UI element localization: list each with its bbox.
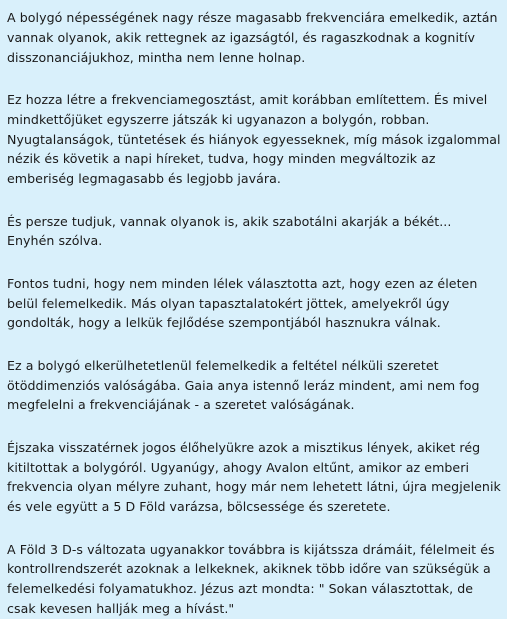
paragraph-3: És persze tudjuk, vannak olyanok is, akik szabotálni akarják a békét... Enyhén szólva. [7, 213, 452, 249]
paragraph-4: Fontos tudni, hogy nem minden lélek választotta azt, hogy ezen az életen belül felemelkedik. Más olyan tapasztalatokért jöttek, amelyekről úgy gondolták, hogy a lelkük fejlődése szempontjából hasznukra válnak. [7, 275, 478, 331]
paragraph-5: Ez a bolygó elkerülhetetlenül felemelkedik a feltétel nélküli szeretet ötöddimenziós valóságába. Gaia anya istennő leráz mindent, ami nem fog megfelelni a frekvenciájának - a szeretet valóságának. [7, 357, 480, 413]
paragraph-1: A bolygó népességének nagy része magasabb frekvenciára emelkedik, aztán vannak olyanok, akik rettegnek az igazságtól, és ragaszkodnak a kognitív disszonanciájukhoz, mintha nem lenne holnap. [7, 10, 498, 65]
paragraph-6: Éjszaka visszatérnek jogos élőhelyükre azok a misztikus lények, akiket rég kitiltottak a bolygóról. Ugyanúgy, ahogy Avalon eltűnt, amikor az emberi frekvencia olyan mélyre zuhant, hogy már nem lehetett látni, újra megjelenik és vele együtt a 5 D Föld varázsa, bölcsessége és szeretete. [7, 439, 501, 515]
paragraph-7: A Föld 3 D-s változata ugyanakkor továbbra is kijátssza drámáit, félelmeit és kontrollrendszerét azoknak a lelkeknek, akiknek több időre van szükségük a felemelkedési folyamatukhoz. Jézus azt mondta: " Sokan választottak, de csak kevesen hallják meg a hívást." [7, 541, 495, 616]
paragraph-2: Ez hozza létre a frekvenciamegosztást, amit korábban említettem. És mivel mindkettőjüket egyszerre játszák ki ugyanazon a bolygón, robban. Nyugtalanságok, tüntetések és hiányok egyesseknek, míg mások izgalommal nézik és követik a napi híreket, tudva, hogy minden megváltozik az emberiség legmagasabb és legjobb javára. [7, 91, 501, 187]
